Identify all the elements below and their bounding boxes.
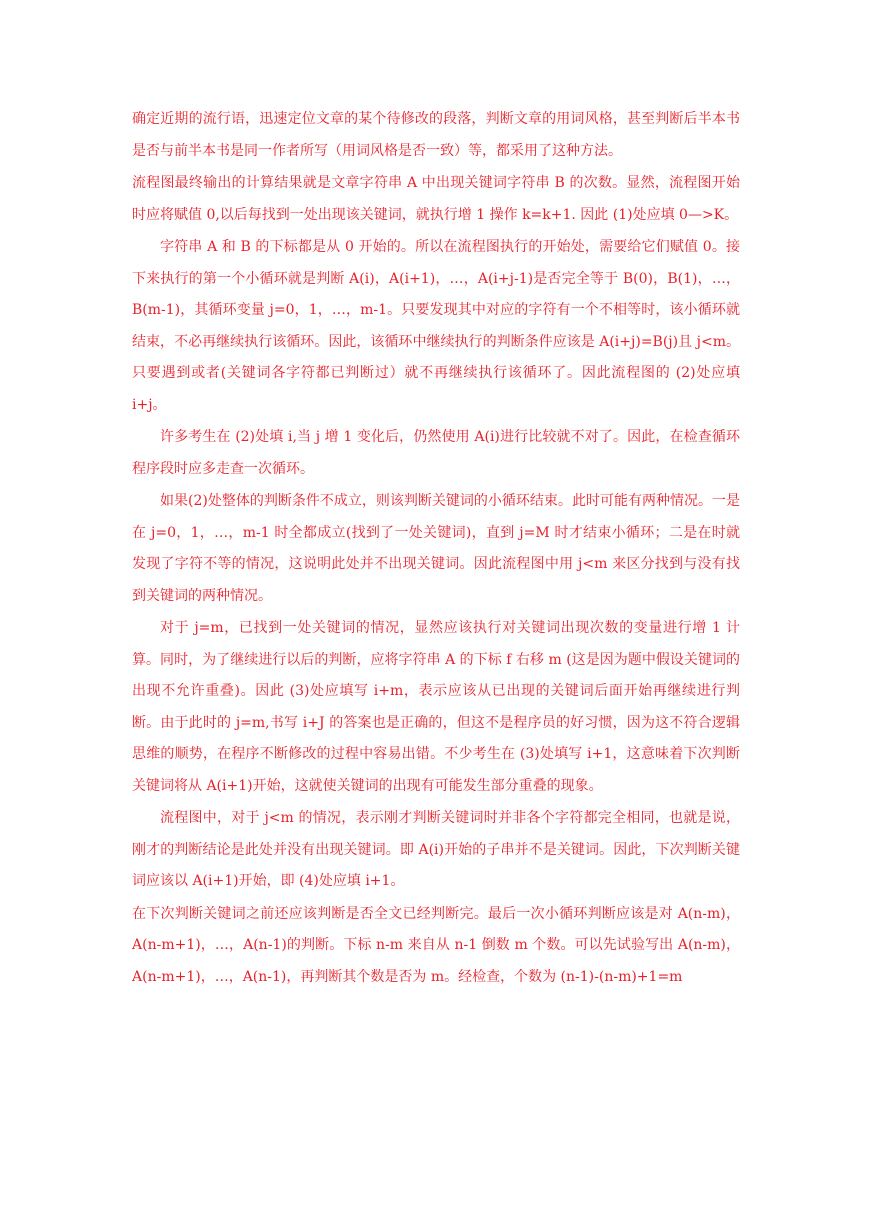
paragraph-2: 流程图最终输出的计算结果就是文章字符串 A 中出现关键词字符串 B 的次数。显然，流程图开始时应将赋值 0,以后每找到一处出现该关键词，就执行增 1 操作 k=k+1. 因此 (1)处应填 0—>K。 <box>132 175 740 223</box>
paragraph-7: 流程图中，对于 j<m 的情况，表示刚才判断关键词时并非各个字符都完全相同，也就是说，刚才的判断结论是此处并没有出现关键词。即 A(i)开始的子串并不是关键词。因此，下次判断关键词应该以 A(i+1)开始，即 (4)处应填 i+1。 <box>132 810 740 889</box>
paragraph-6: 对于 j=m，已找到一处关键词的情况，显然应该执行对关键词出现次数的变量进行增 1 计算。同时，为了继续进行以后的判断，应将字符串 A 的下标 f 右移 m (这是因为题中假设关键词的出现不允许重叠)。因此 (3)处应填写 i+m，表示应该从已出现的关键词后面开始再继续进行判断。由于此时的 j=m,书写 i+J 的答案也是正确的，但这不是程序员的好习惯，因为这不符合逻辑思维的顺势，在程序不断修改的过程中容易出错。不少考生在 (3)处填写 i+1，这意味着下次判断关键词将从 A(i+1)开始，这就使关键词的出现有可能发生部分重叠的现象。 <box>132 620 740 794</box>
document-body <box>132 104 740 994</box>
paragraph-4: 许多考生在 (2)处填 i,当 j 增 1 变化后，仍然使用 A(i)进行比较就不对了。因此，在检查循环程序段时应多走查一次循环。 <box>132 429 740 477</box>
paragraph-1: 确定近期的流行语，迅速定位文章的某个待修改的段落，判断文章的用词风格，甚至判断后半本书是否与前半本书是同一作者所写（用词风格是否一致）等，都采用了这种方法。 <box>132 111 740 159</box>
paragraph-3: 字符串 A 和 B 的下标都是从 0 开始的。所以在流程图执行的开始处，需要给它们赋值 0。接下来执行的第一个小循环就是判断 A(i)，A(i+1)，…，A(i+j-1)是否完全等于 B(0)，B(1)，…，B(m-1)，其循环变量 j=0，1，…，m-1。只要发现其中对应的字符有一个不相等时，该小循环就结束，不必再继续执行该循环。因此，该循环中继续执行的判断条件应该是 A(i+j)=B(j)且 j<m。只要遇到或者(关键词各字符都已判断过）就不再继续执行该循环了。因此流程图的 (2)处应填 i+j。 <box>132 239 740 413</box>
paragraph-8: 在下次判断关键词之前还应该判断是否全文已经判断完。最后一次小循环判断应该是对 A(n-m)，A(n-m+1)，…，A(n-1)的判断。下标 n-m 来自从 n-1 倒数 m 个数。可以先试验写出 A(n-m)，A(n-m+1)，…，A(n-1)，再判断其个数是否为 m。经检查，个数为 (n-1)-(n-m)+1=m <box>132 905 740 985</box>
paragraph-5: 如果(2)处整体的判断条件不成立，则该判断关键词的小循环结束。此时可能有两种情况。一是在 j=0，1，…，m-1 时全都成立(找到了一处关键词)，直到 j=M 时才结束小循环；二是在时就发现了字符不等的情况，这说明此处并不出现关键词。因此流程图中用 j<m 来区分找到与没有找到关键词的两种情况。 <box>132 493 740 604</box>
